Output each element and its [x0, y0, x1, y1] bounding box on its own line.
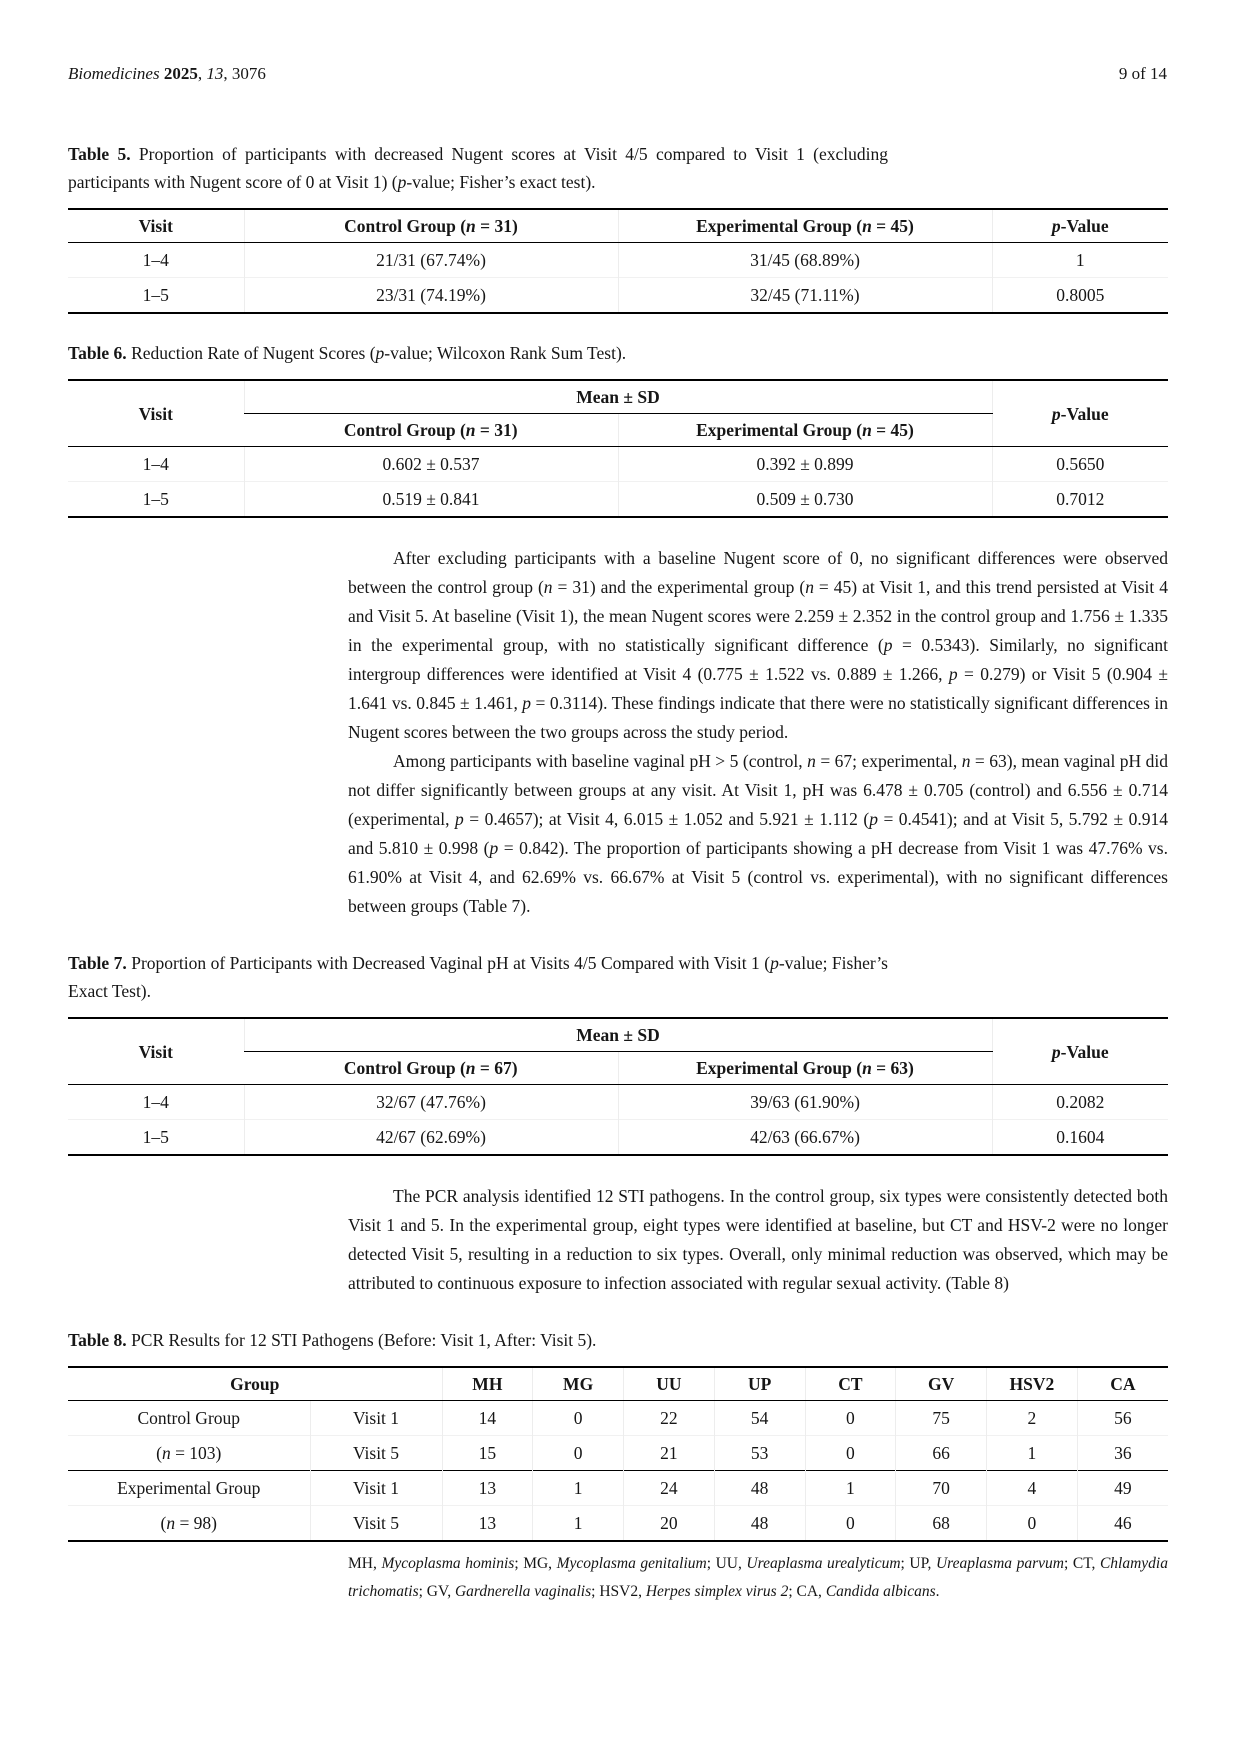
table-row — [68, 482, 1168, 518]
table-cell: 1 — [987, 1436, 1078, 1471]
table5-col-header-pvalue: p-Value — [992, 209, 1168, 243]
table-cell: Visit 1 — [310, 1401, 442, 1436]
table6-col-header-mean-sd: Mean ± SD — [244, 380, 992, 414]
table-cell: 68 — [896, 1506, 987, 1542]
page-content — [68, 140, 1168, 1606]
table5-col-header-experimental: Experimental Group (n = 45) — [618, 209, 992, 243]
table-cell: Visit 5 — [310, 1506, 442, 1542]
table8-col-header-hsv2: HSV2 — [987, 1367, 1078, 1401]
table-cell: 32/45 (71.11%) — [618, 278, 992, 314]
table-cell: 46 — [1077, 1506, 1168, 1542]
table-cell: 42/63 (66.67%) — [618, 1120, 992, 1156]
table-cell: 66 — [896, 1436, 987, 1471]
table8-col-header-ca: CA — [1077, 1367, 1168, 1401]
table-cell: Experimental Group — [68, 1471, 310, 1506]
journal-citation: Biomedicines 2025, 13, 3076 — [68, 64, 266, 83]
table-cell: 4 — [987, 1471, 1078, 1506]
table5-header-row — [68, 209, 1168, 243]
table-cell: Visit 5 — [310, 1436, 442, 1471]
table7-caption: Table 7. Proportion of Participants with Decreased Vaginal pH at Visits 4/5 Compared with Visit 1 (p-value; Fisher’s Exact Test). — [68, 953, 888, 1001]
table6-caption: Table 6. Reduction Rate of Nugent Scores (p-value; Wilcoxon Rank Sum Test). — [68, 343, 627, 363]
table7-col-header-experimental: Experimental Group (n = 63) — [618, 1052, 992, 1085]
body-paragraph: After excluding participants with a baseline Nugent score of 0, no significant differences were observed between the control group (n = 31) and the experimental group (n = 45) at Visit 1, and this trend persisted at Visit 4 and Visit 5. At baseline (Visit 1), the mean Nugent scores were 2.259 ± 2.352 in the control group and 1.756 ± 1.335 in the experimental group, with no statistically significant difference (p = 0.5343). Similarly, no significant intergroup differences were identified at Visit 4 (0.775 ± 1.522 vs. 0.889 ± 1.266, p = 0.279) or Visit 5 (0.904 ± 1.641 vs. 0.845 ± 1.461, p = 0.3114). These findings indicate that there were no statistically significant differences in Nugent scores between the two groups across the study period. — [348, 548, 1169, 742]
table8-col-header-uu: UU — [624, 1367, 715, 1401]
table-cell: 1–5 — [68, 278, 244, 314]
table-cell: 48 — [714, 1506, 805, 1542]
table-cell: Control Group — [137, 1408, 241, 1428]
table-cell: 70 — [896, 1471, 987, 1506]
table-cell: 36 — [1077, 1436, 1168, 1471]
table8-col-header-group: Group — [68, 1367, 442, 1401]
table5-col-header-visit: Visit — [68, 209, 244, 243]
table-row — [68, 447, 1168, 482]
table6-col-header-pvalue: p-Value — [992, 380, 1168, 447]
table-cell: 0 — [533, 1436, 624, 1471]
table-cell: 0 — [533, 1401, 624, 1436]
table-cell: 1–4 — [142, 250, 169, 270]
table7 — [68, 1017, 1168, 1156]
table-cell: Visit 1 — [310, 1471, 442, 1506]
table-cell: 32/67 (47.76%) — [244, 1085, 618, 1120]
table7-header-row — [68, 1018, 1168, 1052]
body-paragraph: Among participants with baseline vaginal pH > 5 (control, n = 67; experimental, n = 63), mean vaginal pH did not differ significantly between groups at any visit. At Visit 1, pH was 6.478 ± 0.705 (control) and 6.556 ± 0.714 (experimental, p = 0.4657); at Visit 4, 6.015 ± 1.052 and 5.921 ± 1.112 (p = 0.4541); and at Visit 5, 5.792 ± 0.914 and 5.810 ± 0.998 (p = 0.842). The proportion of participants showing a pH decrease from Visit 1 was 47.76% vs. 61.90% at Visit 4, and 62.69% vs. 66.67% at Visit 5 (control vs. experimental), with no significant differences between groups (Table 7). — [348, 751, 1169, 916]
table-cell: 53 — [714, 1436, 805, 1471]
table-cell: 1–5 — [68, 482, 244, 518]
table-cell: 0.2082 — [992, 1085, 1168, 1120]
table-cell: 1 — [533, 1471, 624, 1506]
body-text-block — [348, 1182, 1168, 1298]
table-cell: 13 — [442, 1471, 533, 1506]
table6-col-header-control: Control Group (n = 31) — [244, 414, 618, 447]
table-cell: 21 — [624, 1436, 715, 1471]
table-row — [68, 1436, 1168, 1471]
table-cell: 14 — [442, 1401, 533, 1436]
table-cell: 23/31 (74.19%) — [244, 278, 618, 314]
table-cell: 0 — [805, 1401, 896, 1436]
table6 — [68, 379, 1168, 518]
table8-col-header-mh: MH — [442, 1367, 533, 1401]
table-cell: 75 — [896, 1401, 987, 1436]
table-cell: 0.392 ± 0.899 — [618, 447, 992, 482]
table-cell: 0.509 ± 0.730 — [618, 482, 992, 518]
table-cell: 42/67 (62.69%) — [244, 1120, 618, 1156]
table-row — [68, 1471, 1168, 1506]
table8-col-header-up: UP — [714, 1367, 805, 1401]
table-row — [68, 243, 1168, 278]
table6-col-header-experimental: Experimental Group (n = 45) — [618, 414, 992, 447]
table8-col-header-gv: GV — [896, 1367, 987, 1401]
table-cell: 0 — [805, 1436, 896, 1471]
table-row — [68, 1120, 1168, 1156]
table6-header-row — [68, 380, 1168, 414]
table8-footnote: MH, Mycoplasma hominis; MG, Mycoplasma genitalium; UU, Ureaplasma urealyticum; UP, Ureaplasma parvum; CT, Chlamydia trichomatis; GV, Gardnerella vaginalis; HSV2, Herpes simplex virus 2; CA, Candida albicans. — [348, 1555, 1168, 1600]
table-cell: 31/45 (68.89%) — [618, 243, 992, 278]
table6-col-header-visit: Visit — [68, 380, 244, 447]
table-cell: (n = 103) — [68, 1436, 310, 1471]
table8 — [68, 1366, 1168, 1542]
table5 — [68, 208, 1168, 314]
table-cell: (n = 98) — [68, 1506, 310, 1542]
table-cell: 21/31 (67.74%) — [244, 243, 618, 278]
table8-col-header-ct: CT — [805, 1367, 896, 1401]
table7-col-header-control: Control Group (n = 67) — [244, 1052, 618, 1085]
body-paragraph: The PCR analysis identified 12 STI pathogens. In the control group, six types were consistently detected both Visit 1 and 5. In the experimental group, eight types were identified at baseline, but CT and HSV-2 were no longer detected Visit 5, resulting in a reduction to six types. Overall, only minimal reduction was observed, which may be attributed to continuous exposure to infection associated with regular sexual activity. (Table 8) — [348, 1186, 1168, 1293]
table-cell: 1 — [805, 1471, 896, 1506]
table8-caption: Table 8. PCR Results for 12 STI Pathogens (Before: Visit 1, After: Visit 5). — [68, 1330, 597, 1350]
table5-col-header-control: Control Group (n = 31) — [244, 209, 618, 243]
table-cell: 0.602 ± 0.537 — [244, 447, 618, 482]
table-cell: 39/63 (61.90%) — [618, 1085, 992, 1120]
table-cell: 1–5 — [68, 1120, 244, 1156]
table-cell: 0.8005 — [992, 278, 1168, 314]
table-cell: 13 — [442, 1506, 533, 1542]
table-cell: 0.1604 — [992, 1120, 1168, 1156]
table7-col-header-mean-sd: Mean ± SD — [244, 1018, 992, 1052]
page-number: 9 of 14 — [1118, 64, 1167, 83]
table-cell: 2 — [987, 1401, 1078, 1436]
page-header — [0, 0, 1241, 84]
table-row — [68, 1401, 1168, 1436]
table-cell: 0.7012 — [992, 482, 1168, 518]
table8-header-row — [68, 1367, 1168, 1401]
table-cell: 48 — [714, 1471, 805, 1506]
table-cell: 22 — [624, 1401, 715, 1436]
table-cell: 1 — [992, 243, 1168, 278]
table-cell: 1 — [533, 1506, 624, 1542]
table-cell: 49 — [1077, 1471, 1168, 1506]
table5-caption: Table 5. Proportion of participants with decreased Nugent scores at Visit 4/5 compared to Visit 1 (excluding participants with Nugent score of 0 at Visit 1) (p-value; Fisher’s exact test). — [68, 144, 888, 192]
table-row — [68, 1085, 1168, 1120]
table-cell: 0 — [987, 1506, 1078, 1542]
body-text-block — [348, 544, 1168, 921]
table-cell: 15 — [442, 1436, 533, 1471]
table-cell: 0.5650 — [992, 447, 1168, 482]
table-cell: 24 — [624, 1471, 715, 1506]
table8-col-header-mg: MG — [533, 1367, 624, 1401]
table-cell: 0.519 ± 0.841 — [244, 482, 618, 518]
table-row — [68, 1506, 1168, 1542]
table-cell: 1–4 — [142, 454, 169, 474]
table-row — [68, 278, 1168, 314]
table-cell: 20 — [624, 1506, 715, 1542]
table-cell: 1–4 — [142, 1092, 169, 1112]
table-cell: 56 — [1077, 1401, 1168, 1436]
table-cell: 0 — [805, 1506, 896, 1542]
table7-col-header-visit: Visit — [68, 1018, 244, 1085]
table7-col-header-pvalue: p-Value — [992, 1018, 1168, 1085]
table-cell: 54 — [714, 1401, 805, 1436]
